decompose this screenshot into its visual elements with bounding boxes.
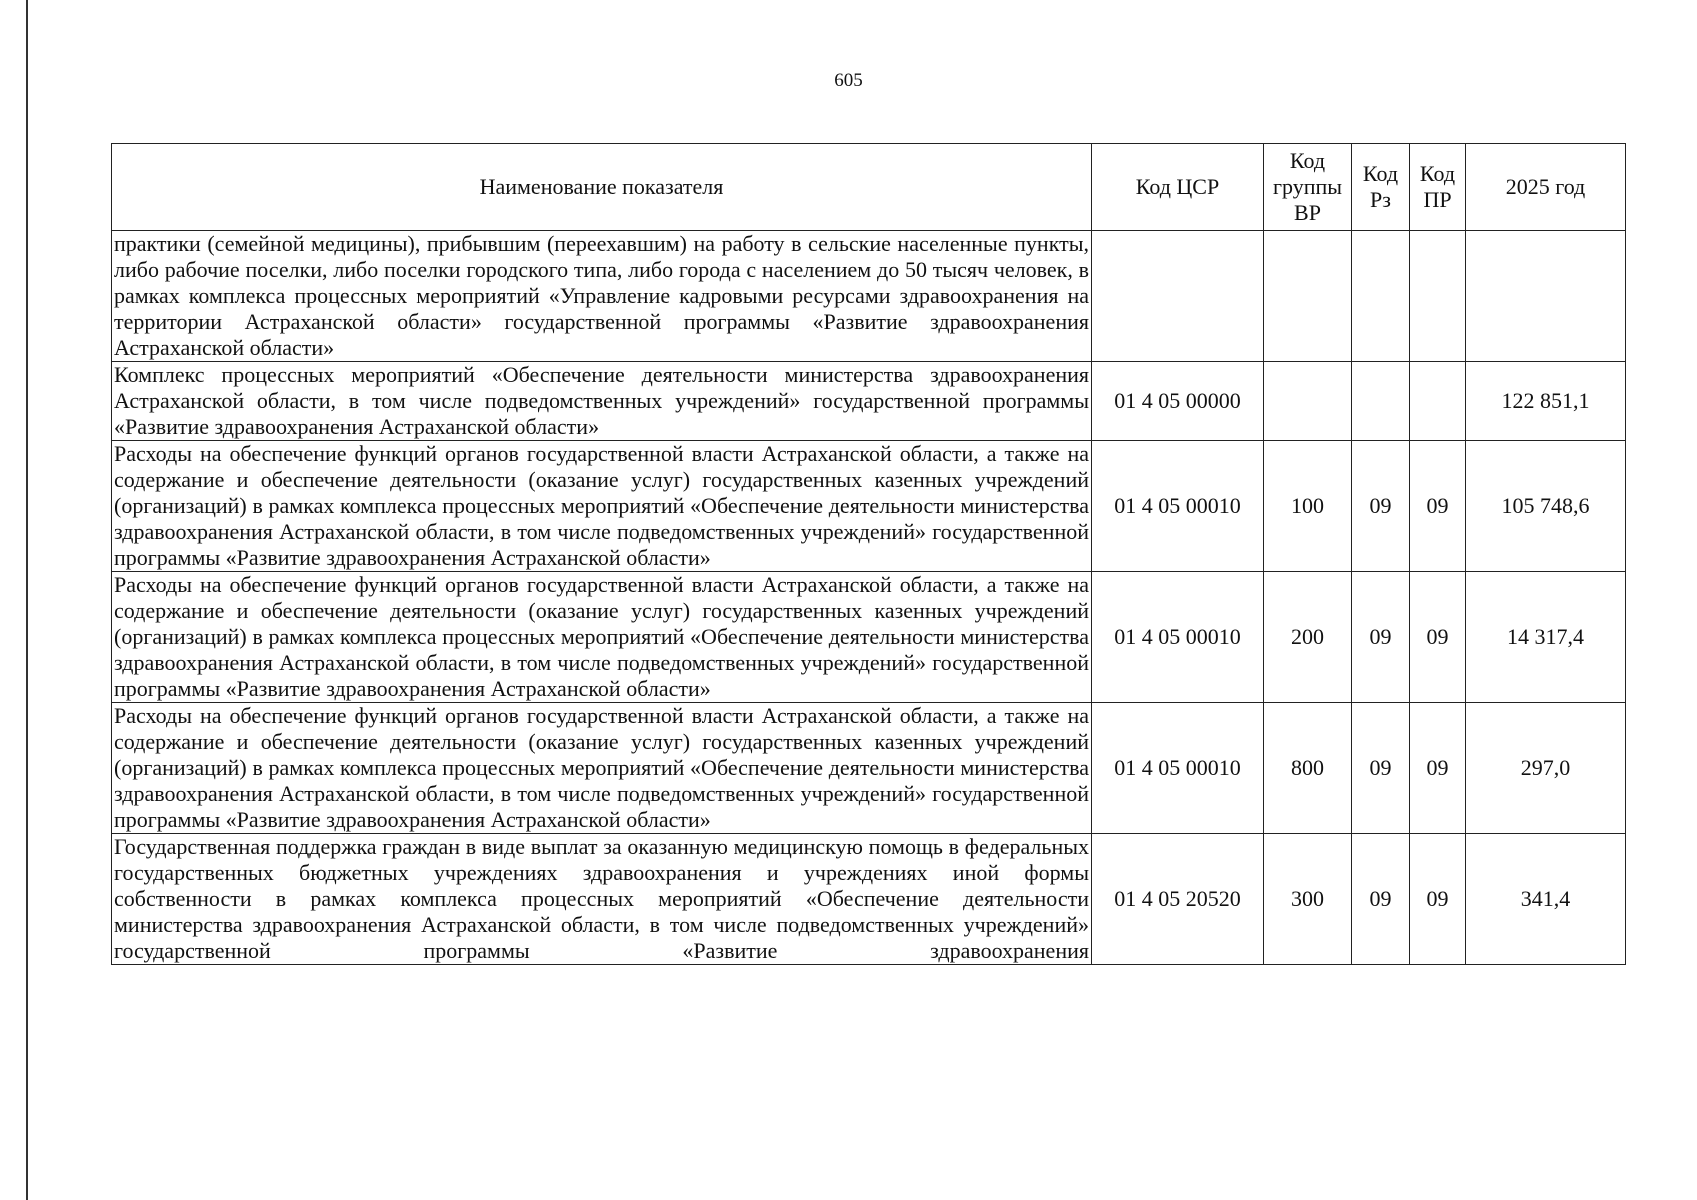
row-rz [1352,231,1410,362]
header-pr: Код ПР [1410,144,1466,231]
row-vr: 200 [1264,572,1352,703]
row-name: практики (семейной медицины), прибывшим (переехавшим) на работу в сельские населенные пункты, либо рабочие поселки, либо поселки городского типа, либо города с населением до 50 тысяч человек, в рамках комплекса процессных мероприятий «Управление кадровыми ресурсами здравоохранения на территории Астраханской области» государственной программы «Развитие здравоохранения Астраханской области» [112,231,1092,362]
budget-table [111,143,1626,965]
row-csr [1092,231,1264,362]
row-rz: 09 [1352,441,1410,572]
binding-line [26,0,28,1200]
row-csr: 01 4 05 00010 [1092,441,1264,572]
row-vr [1264,362,1352,441]
table-row [112,362,1626,441]
row-rz: 09 [1352,834,1410,965]
row-pr [1410,231,1466,362]
header-csr: Код ЦСР [1092,144,1264,231]
row-vr: 100 [1264,441,1352,572]
table-row [112,441,1626,572]
row-sum: 122 851,1 [1466,362,1626,441]
table-row [112,834,1626,965]
row-pr: 09 [1410,834,1466,965]
row-csr: 01 4 05 00000 [1092,362,1264,441]
row-pr: 09 [1410,572,1466,703]
row-csr: 01 4 05 20520 [1092,834,1264,965]
row-name: Расходы на обеспечение функций органов государственной власти Астраханской области, а также на содержание и обеспечение деятельности (оказание услуг) государственных казенных учреждений (организаций) в рамках комплекса процессных мероприятий «Обеспечение деятельности министерства здравоохранения Астраханской области, в том числе подведомственных учреждений» государственной программы «Развитие здравоохранения Астраханской области» [112,441,1092,572]
row-sum: 297,0 [1466,703,1626,834]
row-sum [1466,231,1626,362]
table-header-row [112,144,1626,231]
row-sum: 105 748,6 [1466,441,1626,572]
row-name: Государственная поддержка граждан в виде выплат за оказанную медицинскую помощь в федеральных государственных бюджетных учреждениях здравоохранения и учреждениях иной формы собственности в рамках комплекса процессных мероприятий «Обеспечение деятельности министерства здравоохранения Астраханской области, в том числе подведомственных учреждений» государственной программы «Развитие здравоохранения [112,834,1092,965]
table-row [112,231,1626,362]
header-rz: Код Рз [1352,144,1410,231]
row-pr [1410,362,1466,441]
row-rz: 09 [1352,572,1410,703]
table-row [112,572,1626,703]
row-vr: 800 [1264,703,1352,834]
row-name: Комплекс процессных мероприятий «Обеспечение деятельности министерства здравоохранения Астраханской области, в том числе подведомственных учреждений» государственной программы «Развитие здравоохранения Астраханской области» [112,362,1092,441]
row-sum: 341,4 [1466,834,1626,965]
header-vr: Код группы ВР [1264,144,1352,231]
header-name: Наименование показателя [112,144,1092,231]
row-csr: 01 4 05 00010 [1092,572,1264,703]
row-pr: 09 [1410,441,1466,572]
row-rz [1352,362,1410,441]
row-rz: 09 [1352,703,1410,834]
row-vr [1264,231,1352,362]
page-number: 605 [834,70,863,91]
row-sum: 14 317,4 [1466,572,1626,703]
row-vr: 300 [1264,834,1352,965]
header-year: 2025 год [1466,144,1626,231]
row-name: Расходы на обеспечение функций органов государственной власти Астраханской области, а также на содержание и обеспечение деятельности (оказание услуг) государственных казенных учреждений (организаций) в рамках комплекса процессных мероприятий «Обеспечение деятельности министерства здравоохранения Астраханской области, в том числе подведомственных учреждений» государственной программы «Развитие здравоохранения Астраханской области» [112,572,1092,703]
row-pr: 09 [1410,703,1466,834]
table-row [112,703,1626,834]
row-csr: 01 4 05 00010 [1092,703,1264,834]
row-name: Расходы на обеспечение функций органов государственной власти Астраханской области, а также на содержание и обеспечение деятельности (оказание услуг) государственных казенных учреждений (организаций) в рамках комплекса процессных мероприятий «Обеспечение деятельности министерства здравоохранения Астраханской области, в том числе подведомственных учреждений» государственной программы «Развитие здравоохранения Астраханской области» [112,703,1092,834]
